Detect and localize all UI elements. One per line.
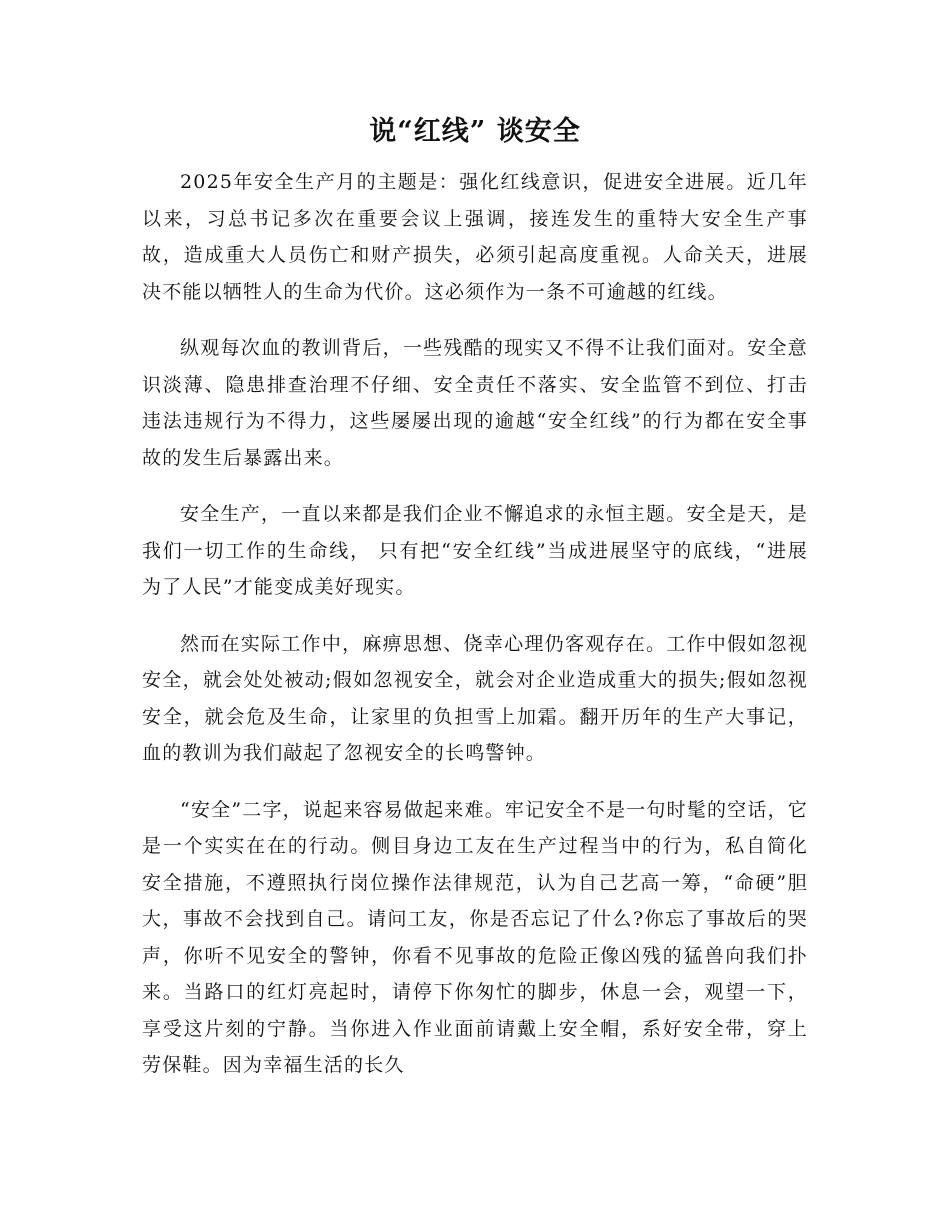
paragraph: 2025年安全生产月的主题是：强化红线意识，促进安全进展。近几年以来，习总书记多次在重要会议上强调，接连发生的重特大安全生产事故，造成重大人员伤亡和财产损失，必须引起高度重视。人命关天，进展决不能以牺牲人的生命为代价。这必须作为一条不可逾越的红线。	[142, 171, 808, 303]
paragraph: 安全生产，一直以来都是我们企业不懈追求的永恒主题。安全是天，是我们一切工作的生命线， 只有把“安全红线”当成进展坚守的底线，“进展为了人民”才能变成美好现实。	[142, 503, 808, 598]
paragraph: 然而在实际工作中，麻痹思想、侥幸心理仍客观存在。工作中假如忽视安全，就会处处被动;假如忽视安全，就会对企业造成重大的损失;假如忽视安全，就会危及生命，让家里的负担雪上加霜。翻开历年的生产大事记，血的教训为我们敲起了忽视安全的长鸣警钟。	[142, 632, 808, 764]
document-title: 说“红线” 谈安全	[369, 116, 581, 147]
paragraph: “安全”二字，说起来容易做起来难。牢记安全不是一句时髦的空话，它是一个实实在在的行动。侧目身边工友在生产过程当中的行为，私自简化安全措施，不遵照执行岗位操作法律规范，认为自己艺高一筹，“命硬”胆大，事故不会找到自己。请问工友，你是否忘记了什么?你忘了事故后的哭声，你听不见安全的警钟，你看不见事故的危险正像凶残的猛兽向我们扑来。当路口的红灯亮起时，请停下你匆忙的脚步，休息一会，观望一下，享受这片刻的宁静。当你进入作业面前请戴上安全帽，系好安全带，穿上劳保鞋。因为幸福生活的长久	[142, 798, 808, 1076]
document-body	[142, 164, 808, 1104]
paragraph: 纵观每次血的教训背后，一些残酷的现实又不得不让我们面对。安全意识淡薄、隐患排查治理不仔细、安全责任不落实、安全监管不到位、打击违法违规行为不得力，这些屡屡出现的逾越“安全红线”的行为都在安全事故的发生后暴露出来。	[142, 337, 808, 469]
